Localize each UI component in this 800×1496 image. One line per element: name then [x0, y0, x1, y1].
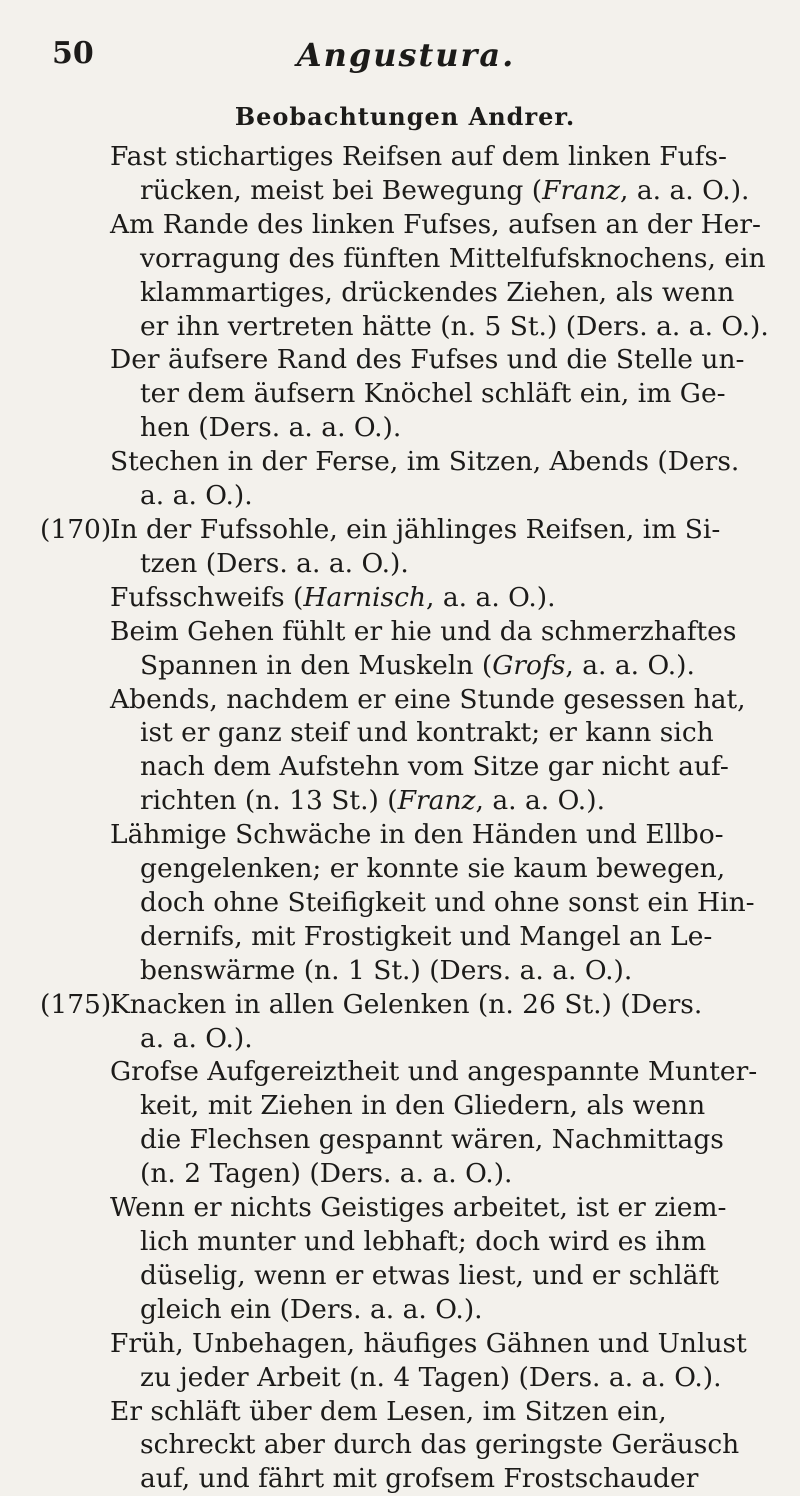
symptom-entry	[40, 1327, 770, 1395]
entry-line: Spannen in den Muskeln (Grofs, a. a. O.).	[140, 649, 695, 681]
entry-line: lich munter und lebhaft; doch wird es ihm	[140, 1226, 707, 1257]
entry-line: (n. 2 Tagen) (Ders. a. a. O.).	[140, 1158, 513, 1190]
entry-line: ter dem äufsern Knöchel schläft ein, im Ge-	[140, 378, 726, 410]
page-number: 50	[52, 36, 94, 71]
entry-line: gengelenken; er konnte sie kaum bewegen,	[140, 853, 726, 885]
entry-line: Fufsschweifs (Harnisch, a. a. O.).	[110, 581, 556, 613]
symptom-entry	[40, 1395, 770, 1496]
entry-line: vorragung des fünften Mittelfufsknochens, ein	[140, 242, 766, 274]
entry-line: richten (n. 13 St.) (Franz, a. a. O.).	[140, 785, 605, 817]
entry-line: hen (Ders. a. a. O.).	[140, 412, 402, 444]
entry-line: benswärme (n. 1 St.) (Ders. a. a. O.).	[140, 954, 633, 986]
symptom-entry	[40, 140, 770, 208]
entry-line: a. a. O.).	[140, 480, 253, 512]
entry-line: Früh, Unbehagen, häufiges Gähnen und Unlust	[110, 1327, 747, 1359]
entry-number: (175)	[40, 988, 112, 1020]
entry-line: tzen (Ders. a. a. O.).	[140, 547, 409, 579]
symptom-entry	[40, 615, 770, 683]
entry-line: Beim Gehen fühlt er hie und da schmerzhaftes	[110, 615, 737, 647]
symptom-entry	[40, 683, 770, 819]
entry-line: er ihn vertreten hätte (n. 5 St.) (Ders. a. a. O.).	[140, 310, 769, 342]
entry-line: düselig, wenn er etwas liest, und er schläft	[140, 1259, 719, 1291]
entry-line: Wenn er nichts Geistiges arbeitet, ist er ziem-	[110, 1192, 727, 1224]
symptom-entry	[40, 1055, 770, 1191]
symptom-entry	[40, 581, 770, 615]
entry-line: a. a. O.).	[140, 1022, 253, 1054]
entry-line: In der Fufssohle, ein jählinges Reifsen, im Si-	[110, 513, 721, 545]
symptom-entry	[40, 208, 770, 344]
running-title: Angustura.	[296, 36, 516, 74]
entry-line: schreckt aber durch das geringste Geräusch	[140, 1429, 740, 1461]
entry-line: gleich ein (Ders. a. a. O.).	[140, 1293, 483, 1325]
entry-line: Er schläft über dem Lesen, im Sitzen ein,	[110, 1395, 667, 1427]
symptom-entry	[40, 1191, 770, 1327]
entry-number: (170)	[40, 513, 112, 545]
entry-line: zu jeder Arbeit (n. 4 Tagen) (Ders. a. a. O.).	[140, 1361, 722, 1393]
entry-line: keit, mit Ziehen in den Gliedern, als wenn	[140, 1090, 706, 1122]
entry-line: Am Rande des linken Fufses, aufsen an der Her-	[110, 208, 761, 240]
entry-line: nach dem Aufstehn vom Sitze gar nicht auf-	[140, 751, 729, 783]
entry-line: doch ohne Steifigkeit und ohne sonst ein Hin-	[140, 886, 755, 918]
symptom-entry	[40, 988, 770, 1056]
section-title: Beobachtungen Andrer.	[234, 102, 576, 131]
entry-line: Abends, nachdem er eine Stunde gesessen hat,	[110, 683, 746, 715]
entry-line: die Flechsen gespannt wären, Nachmittags	[140, 1124, 724, 1156]
entry-line: auf, und fährt mit grofsem Frostschauder	[140, 1463, 699, 1495]
entry-line: Stechen in der Ferse, im Sitzen, Abends (Ders.	[110, 446, 740, 478]
page-header	[52, 36, 760, 76]
entry-line: rücken, meist bei Bewegung (Franz, a. a. O.).	[140, 174, 750, 206]
entry-line: Grofse Aufgereiztheit und angespannte Munter-	[110, 1056, 758, 1088]
symptom-entry	[40, 445, 770, 513]
entry-line: Der äufsere Rand des Fufses und die Stelle un-	[110, 344, 745, 376]
entry-line: ist er ganz steif und kontrakt; er kann sich	[140, 717, 714, 749]
entry-line: Lähmige Schwäche in den Händen und Ellbo-	[110, 819, 724, 851]
symptom-entry	[40, 513, 770, 581]
entry-line: dernifs, mit Frostigkeit und Mangel an Le-	[140, 920, 713, 952]
entry-line: Knacken in allen Gelenken (n. 26 St.) (Ders.	[110, 988, 703, 1020]
page-body	[40, 92, 770, 1496]
entry-line: Fast stichartiges Reifsen auf dem linken Fufs-	[110, 141, 728, 172]
entry-line: klammartiges, drückendes Ziehen, als wenn	[140, 276, 735, 308]
entry-list	[40, 140, 770, 1496]
symptom-entry	[40, 818, 770, 988]
symptom-entry	[40, 343, 770, 445]
